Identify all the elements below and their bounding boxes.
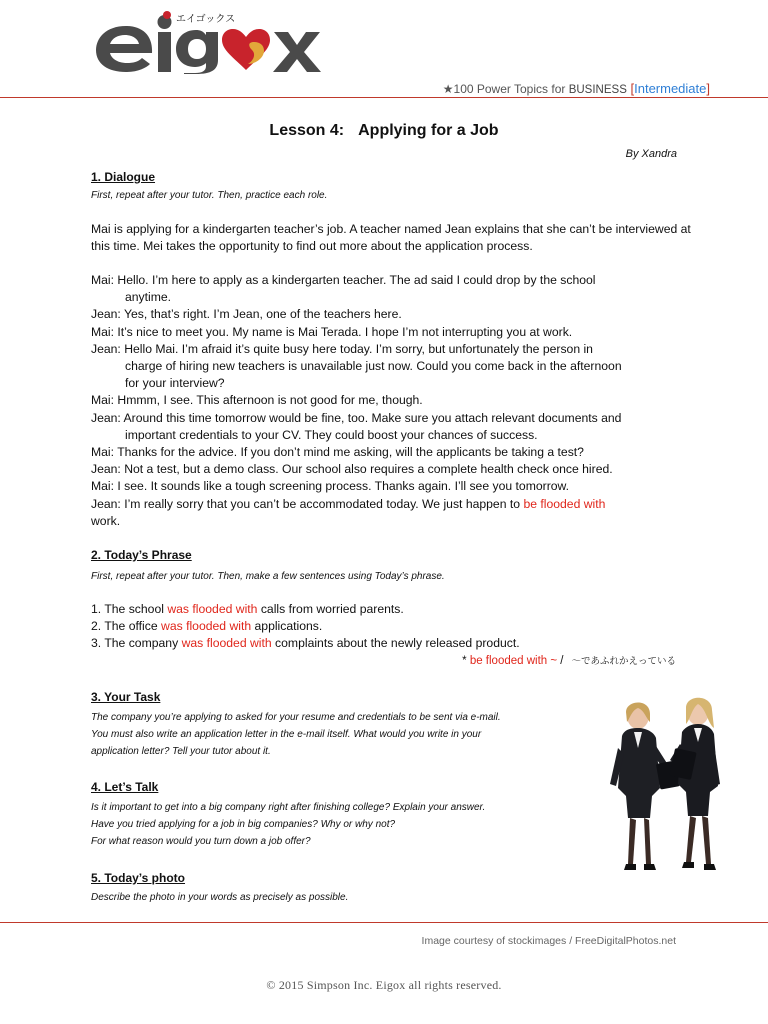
section-heading: 1. Dialogue	[91, 170, 156, 184]
note-japanese: ～であふれかえっている	[571, 656, 676, 667]
dialogue-line: Mai: I see. It sounds like a tough screening process. Thanks again. I’ll see you tomorrow.	[91, 479, 570, 494]
dialogue-line	[91, 272, 691, 289]
series-prefix: ★100 Power Topics for	[442, 82, 569, 96]
dialogue-line: Jean: Hello Mai. I’m afraid it’s quite busy here today. I’m sorry, but unfortunately the person in	[91, 341, 593, 356]
dialogue-line: Mai: Hmmm, I see. This afternoon is not good for me, though.	[91, 393, 423, 408]
phrase-examples	[91, 601, 691, 653]
dialogue-line-cont: anytime.	[125, 290, 172, 305]
question-line: For what reason would you turn down a job offer?	[91, 836, 311, 847]
dialogue-line-cont: charge of hiring new teachers is unavailable just now. Could you come back in the afternoon	[125, 359, 622, 374]
task-text	[91, 709, 571, 760]
example-sentence	[91, 635, 691, 652]
dialogue-line-last	[91, 496, 691, 513]
dialogue-line-cont: for your interview?	[125, 376, 225, 391]
section-heading-photo: 5. Today’s photo	[91, 871, 186, 885]
example-text: applications.	[251, 619, 323, 634]
dialogue-line-wrap: work.	[91, 513, 121, 528]
highlight-phrase: was flooded with	[181, 636, 272, 651]
line-text: Mai: Hello. I’m here to apply as a kindergarten teacher. The ad said I could drop by the school	[91, 273, 596, 287]
question-line: Have you tried applying for a job in big companies? Why or why not?	[91, 819, 396, 830]
section-heading-task: 3. Your Task	[91, 690, 161, 704]
lesson-number: Lesson 4:	[269, 122, 345, 139]
section-dialogue	[91, 170, 327, 204]
highlight-phrase: was flooded with	[161, 619, 252, 634]
line-text: Jean: I’m really sorry that you can’t be accommodated today. We just happen to	[91, 496, 524, 511]
task-line: application letter? Tell your tutor about it.	[91, 746, 271, 757]
dialogue-line: Mai: It’s nice to meet you. My name is Mai Terada. I hope I’m not interrupting you at work.	[91, 324, 573, 339]
section-heading-talk: 4. Let’s Talk	[91, 780, 159, 794]
dialogue-line: Mai: Thanks for the advice. If you don’t mind me asking, will the applicants be taking a test?	[91, 445, 584, 460]
example-text: calls from worried parents.	[257, 602, 404, 616]
talk-questions	[91, 799, 571, 850]
author: By Xandra	[625, 148, 677, 160]
section-instruction: First, repeat after your tutor. Then, practice each role.	[91, 190, 328, 201]
dialogue-line-cont: important credentials to your CV. They could boost your chances of success.	[125, 427, 538, 442]
example-sentence	[91, 618, 691, 635]
dialogue-line: Jean: Not a test, but a demo class. Our school also requires a complete health check once hired.	[91, 462, 613, 477]
footer-divider	[0, 922, 768, 923]
note-phrase: be flooded with ~	[469, 655, 558, 667]
question-line: Is it important to get into a big company right after finishing college? Explain your answer.	[91, 802, 486, 813]
example-sentence	[91, 601, 691, 618]
highlight-phrase: be flooded with	[523, 496, 606, 511]
copyright: © 2015 Simpson Inc. Eigox all rights reserved.	[266, 978, 502, 992]
dialogue	[91, 272, 691, 530]
brand-katakana: エイゴックス	[176, 14, 236, 25]
dialogue-line: Jean: Around this time tomorrow would be fine, too. Make sure you attach relevant documents and	[91, 410, 622, 425]
level-label: Intermediate	[634, 81, 707, 96]
image-credit: Image courtesy of stockimages / FreeDigitalPhotos.net	[421, 935, 676, 947]
task-line: You must also write an application letter in the e-mail itself. What would you write in your	[91, 729, 482, 740]
photo-instruction: Describe the photo in your words as precisely as possible.	[91, 892, 349, 903]
example-text: complaints about the newly released product.	[271, 636, 520, 651]
header-divider	[0, 97, 768, 98]
dialogue-line: Jean: Yes, that’s right. I’m Jean, one of the teachers here.	[91, 307, 402, 322]
example-text: 3. The company	[91, 636, 182, 651]
note-star: *	[462, 655, 470, 667]
phrase-note	[462, 653, 676, 667]
level-open-bracket: [	[626, 81, 635, 96]
level-close-bracket: ]	[706, 81, 710, 96]
series-label	[443, 81, 710, 96]
lesson-name: Applying for a Job	[358, 122, 499, 139]
task-line: The company you’re applying to asked for your resume and credentials to be sent via e-mail.	[91, 712, 501, 723]
highlight-phrase: was flooded with	[167, 602, 258, 616]
dialogue-intro: Mai is applying for a kindergarten teacher’s job. A teacher named Jean explains that she can’t be interviewed at this time. Mei takes the opportunity to find out more about the application process.	[91, 222, 691, 254]
example-text: 2. The office	[91, 619, 162, 634]
businesswomen-photo	[600, 688, 745, 888]
section-heading-phrase: 2. Today’s Phrase	[91, 548, 192, 562]
series-topic: BUSINESS	[568, 84, 627, 96]
section-instruction: First, repeat after your tutor. Then, make a few sentences using Today’s phrase.	[91, 571, 445, 582]
example-text: 1. The school	[91, 602, 168, 616]
note-separator: /	[557, 655, 564, 667]
lesson-title	[0, 122, 768, 140]
